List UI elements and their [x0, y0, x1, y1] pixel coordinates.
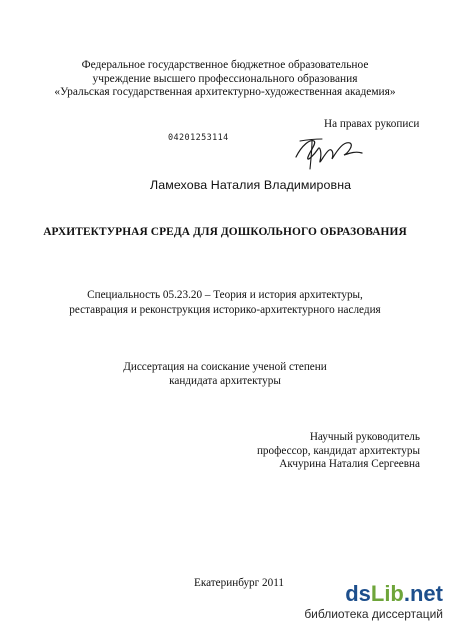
specialty-block: [0, 288, 450, 317]
specialty-line-2: реставрация и реконструкция историко-архитектурного наследия: [69, 303, 381, 316]
city-year: Екатеринбург 2011: [194, 577, 284, 589]
supervisor-line-1: Научный руководитель: [309, 431, 420, 443]
rights-note: На правах рукописи: [324, 118, 420, 130]
organization-header: [40, 59, 410, 100]
dslib-watermark[interactable]: [304, 581, 447, 623]
org-line-1: Федеральное государственное бюджетное образовательное: [81, 59, 369, 71]
org-line-2: учреждение высшего профессионального образования: [92, 72, 358, 85]
document-number: 04201253114: [168, 133, 229, 143]
supervisor-line-3: Акчурина Наталия Сергеевна: [279, 458, 420, 470]
dslib-logo: dsLib.net: [345, 581, 443, 606]
org-line-3: «Уральская государственная архитектурно-художественная академия»: [54, 86, 396, 98]
handwritten-signature: [292, 131, 366, 171]
supervisor-block: [257, 431, 420, 472]
degree-line-1: Диссертация на соискание ученой степени: [123, 361, 327, 373]
degree-block: [0, 361, 450, 388]
specialty-line-1: Специальность 05.23.20 – Теория и история архитектуры,: [87, 289, 363, 301]
dslib-subtitle: библиотека диссертаций: [304, 607, 443, 621]
dissertation-title: АРХИТЕКТУРНАЯ СРЕДА ДЛЯ ДОШКОЛЬНОГО ОБРАЗОВАНИЯ: [43, 226, 407, 238]
supervisor-line-2: профессор, кандидат архитектуры: [256, 444, 420, 457]
author-name: Ламехова Наталия Владимировна: [150, 178, 352, 192]
degree-line-2: кандидата архитектуры: [169, 374, 281, 387]
